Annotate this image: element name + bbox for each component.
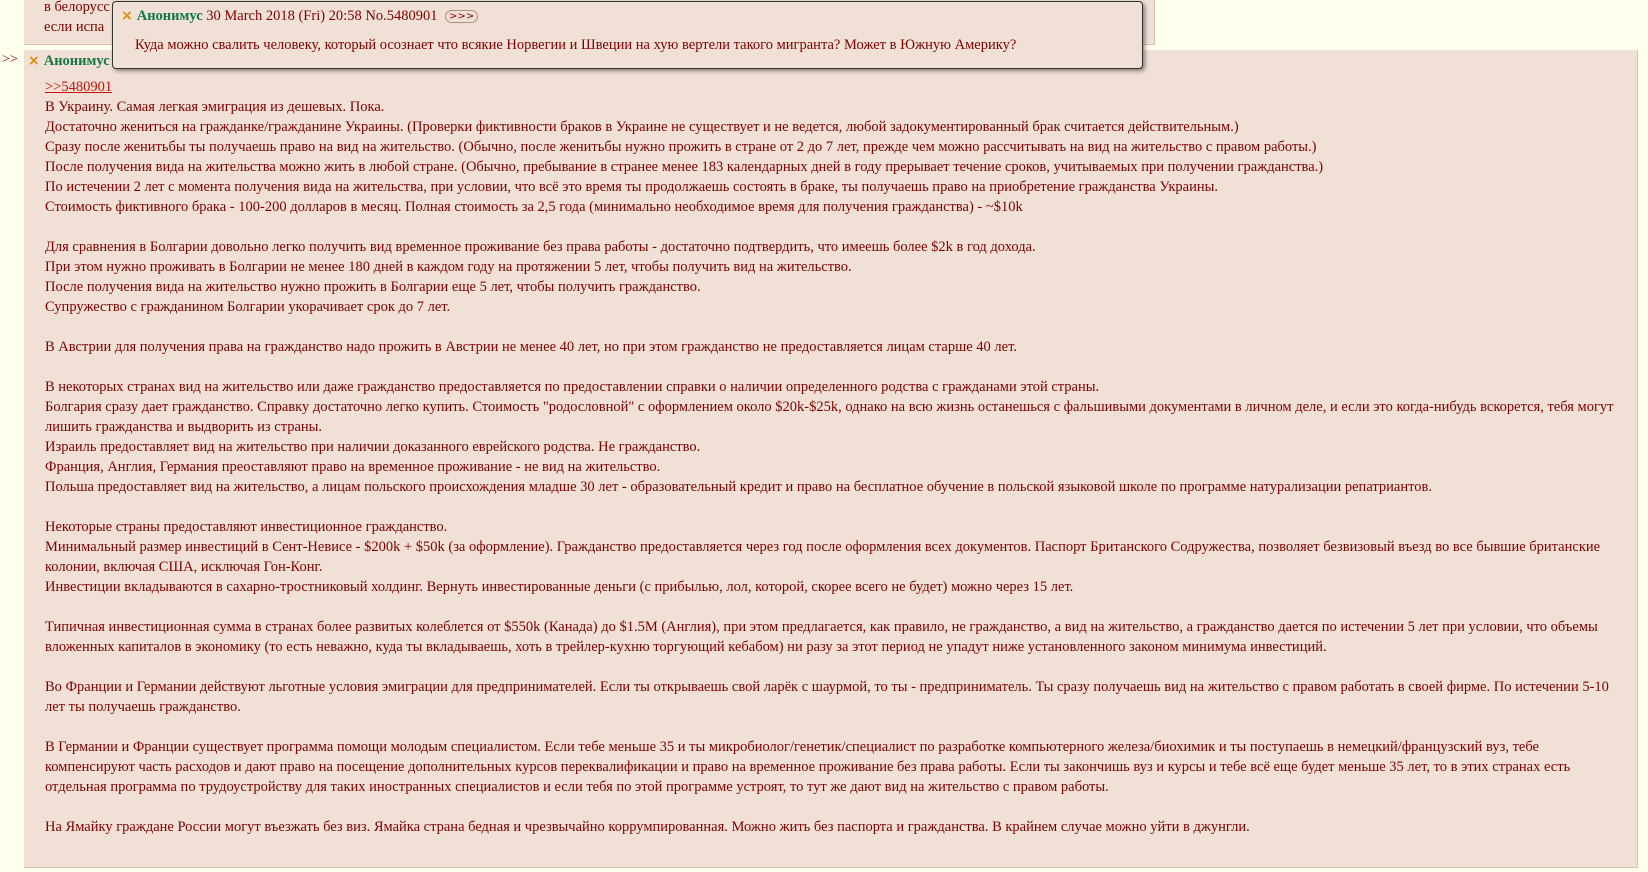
popup-post-number[interactable]: No.5480901 xyxy=(365,8,438,24)
paragraph-gap xyxy=(45,497,1630,517)
post-text-line: Минимальный размер инвестиций в Сент-Невисе - $200k + $50k (за оформление). Гражданство предоставляется через год после оформления всех документов. Паспорт Британского Содружества, позволяет безвизовый въезд во все бывшие британские колонии, включая США, исключая Гон-Конг. xyxy=(45,539,1601,575)
post-text-line: Во Франции и Германии действуют льготные условия эмиграции для предпринимателей. Если ты открываешь свой ларёк с шаурмой, то ты - предприниматель. Ты сразу получаешь вид на жительство с правом работать в своей фирме. По истечении 5-10 лет ты получаешь гражданство. xyxy=(45,679,1609,715)
post-text-line: Болгария сразу дает гражданство. Справку достаточно легко купить. Стоимость "родословной" с оформлением около $20k-$25k, однако на всю жизнь останешься с фальшивыми документами в личном деле, и если это когда-нибудь вскорется, тебя могут лишить гражданства и выдворить из страны. xyxy=(45,399,1614,435)
paragraph-gap xyxy=(45,657,1630,677)
post-text-line: На Ямайку граждане России могут въезжать без виз. Ямайка страна бедная и чрезвычайно коррумпированная. Можно жить без паспорта и гражданства. В крайнем случае можно уйти в джунгли. xyxy=(45,819,1250,835)
popup-post-date: 30 March 2018 (Fri) 20:58 xyxy=(206,8,362,24)
post-text-line: По истечении 2 лет с момента получения вида на жительства, при условии, что всё это время ты продолжаешь состоять в браке, ты получаешь право на приобретение гражданства Украины. xyxy=(45,179,1218,195)
post-text-line: Израиль предоставляет вид на жительство при наличии доказанного еврейского родства. Не гражданство. xyxy=(45,439,701,455)
post-text-line: В Австрии для получения права на гражданство надо прожить в Австрии не менее 40 лет, но при этом гражданство не предоставляется лицам старше 40 лет. xyxy=(45,339,1017,355)
post-text-line: При этом нужно проживать в Болгарии не менее 180 дней в каждом году на протяжении 5 лет, чтобы получить вид на жительство. xyxy=(45,259,852,275)
popup-header xyxy=(121,8,478,25)
post-text-line: Достаточно жениться на гражданке/гражданине Украины. (Проверки фиктивности браков в Украине не существует и не ведется, любой задокументированный брак считается действительным.) xyxy=(45,119,1239,135)
paragraph-gap xyxy=(45,217,1630,237)
post-text-line: Польша предоставляет вид на жительство, а лицам польского происхождения младше 30 лет - образовательный кредит и право на бесплатное обучение в польской языковой школе по программе натурализации репатриантов. xyxy=(45,479,1432,495)
post-text-line: После получения вида на жительство нужно прожить в Болгарии еще 5 лет, чтобы получить гражданство. xyxy=(45,279,701,295)
post-text-line: Для сравнения в Болгарии довольно легко получить вид временное проживание без права работы - достаточно подтвердить, что имеешь более $2k в год дохода. xyxy=(45,239,1036,255)
paragraph-gap xyxy=(45,797,1630,817)
poster-name: Анонимус xyxy=(43,53,110,69)
paragraph-gap xyxy=(45,357,1630,377)
post-text-line: Инвестиции вкладываются в сахарно-тростниковый холдинг. Вернуть инвестированные деньги (с прибылью, лол, которой, скорее всего не будет) можно через 15 лет. xyxy=(45,579,1074,595)
post-preview-popup xyxy=(112,1,1143,69)
paragraph-gap xyxy=(45,717,1630,737)
reply-post-body xyxy=(45,77,1630,837)
previous-post-line-2: если испа xyxy=(44,19,105,35)
hide-post-icon[interactable]: × xyxy=(121,8,133,24)
reply-arrows: >> xyxy=(2,52,18,67)
post-text-line: Супружество с гражданином Болгарии укорачивает срок до 7 лет. xyxy=(45,299,451,315)
paragraph-gap xyxy=(45,597,1630,617)
post-text-line: В Украину. Самая легкая эмиграция из дешевых. Пока. xyxy=(45,99,385,115)
hide-post-icon[interactable]: × xyxy=(28,53,40,69)
post-text-line: Франция, Англия, Германия преоставляют право на временное проживание - не вид на жительство. xyxy=(45,459,661,475)
previous-post-line-1: в белорусс xyxy=(44,0,110,15)
paragraph-gap xyxy=(45,317,1630,337)
reply-post-header xyxy=(28,53,110,70)
popup-post-text: Куда можно свалить человеку, который осознает что всякие Норвегии и Швеции на хую вертели такого мигранта? Может в Южную Америку? xyxy=(135,37,1017,53)
post-text-line: После получения вида на жительства можно жить в любой стране. (Обычно, пребывание в странее менее 183 календарных дней в году прерывает течение сроков, учитываемых при получении гражданства.) xyxy=(45,159,1324,175)
post-paragraphs xyxy=(45,97,1630,837)
post-text-line: Стоимость фиктивного брака - 100-200 долларов в месяц. Полная стоимость за 2,5 года (минимально необходимое время для получения гражданства) - ~$10k xyxy=(45,199,1023,215)
post-text-line: Сразу после женитьбы ты получаешь право на вид на жительство. (Обычно, после женитьбы нужно прожить в стране от 2 до 7 лет, прежде чем можно рассчитывать на вид на жительство с правом работы.) xyxy=(45,139,1317,155)
post-text-line: В Германии и Франции существует программа помощи молодым специалистом. Если тебе меньше 35 и ты микробиолог/генетик/специалист по разработке компьютерного железа/биохимик и ты поступаешь в немецкий/французский вуз, тебе компенсируют часть расходов и дают право на посещение дополнительных курсов переквалификации и право на временное проживание без права работы. Если ты закончишь вуз и курсы и тебе всё еще будет меньше 35 лет, то в этих странах есть отдельная программа по трудоустройству для таких иностранных специалистов и если тебя по этой программе устроят, то тут же дают вид на жительство с правом работы. xyxy=(45,739,1571,795)
post-text-line: В некоторых странах вид на жительство или даже гражданство предоставляется по предоставлении справки о наличии определенного родства с гражданами этой страны. xyxy=(45,379,1100,395)
popup-poster-name: Анонимус xyxy=(136,8,203,24)
quote-link[interactable]: >>5480901 xyxy=(45,79,113,95)
reply-post xyxy=(24,50,1638,868)
popup-expand-button[interactable]: >>> xyxy=(445,10,478,23)
post-text-line: Некоторые страны предоставляют инвестиционное гражданство. xyxy=(45,519,448,535)
post-text-line: Типичная инвестиционная сумма в странах более развитых колеблется от $550k (Канада) до $1.5M (Англия), при этом предлагается, как правило, не гражданство, а вид на жительство, а гражданство дается по истечении 5 лет при условии, что объемы вложенных капиталов в экономику (то есть неважно, куда ты вкладываешь, хоть в трейлер-кухню торгующий кебабом) ни разу за этот период не упадут ниже установленного законом минимума инвестиций. xyxy=(45,619,1598,655)
